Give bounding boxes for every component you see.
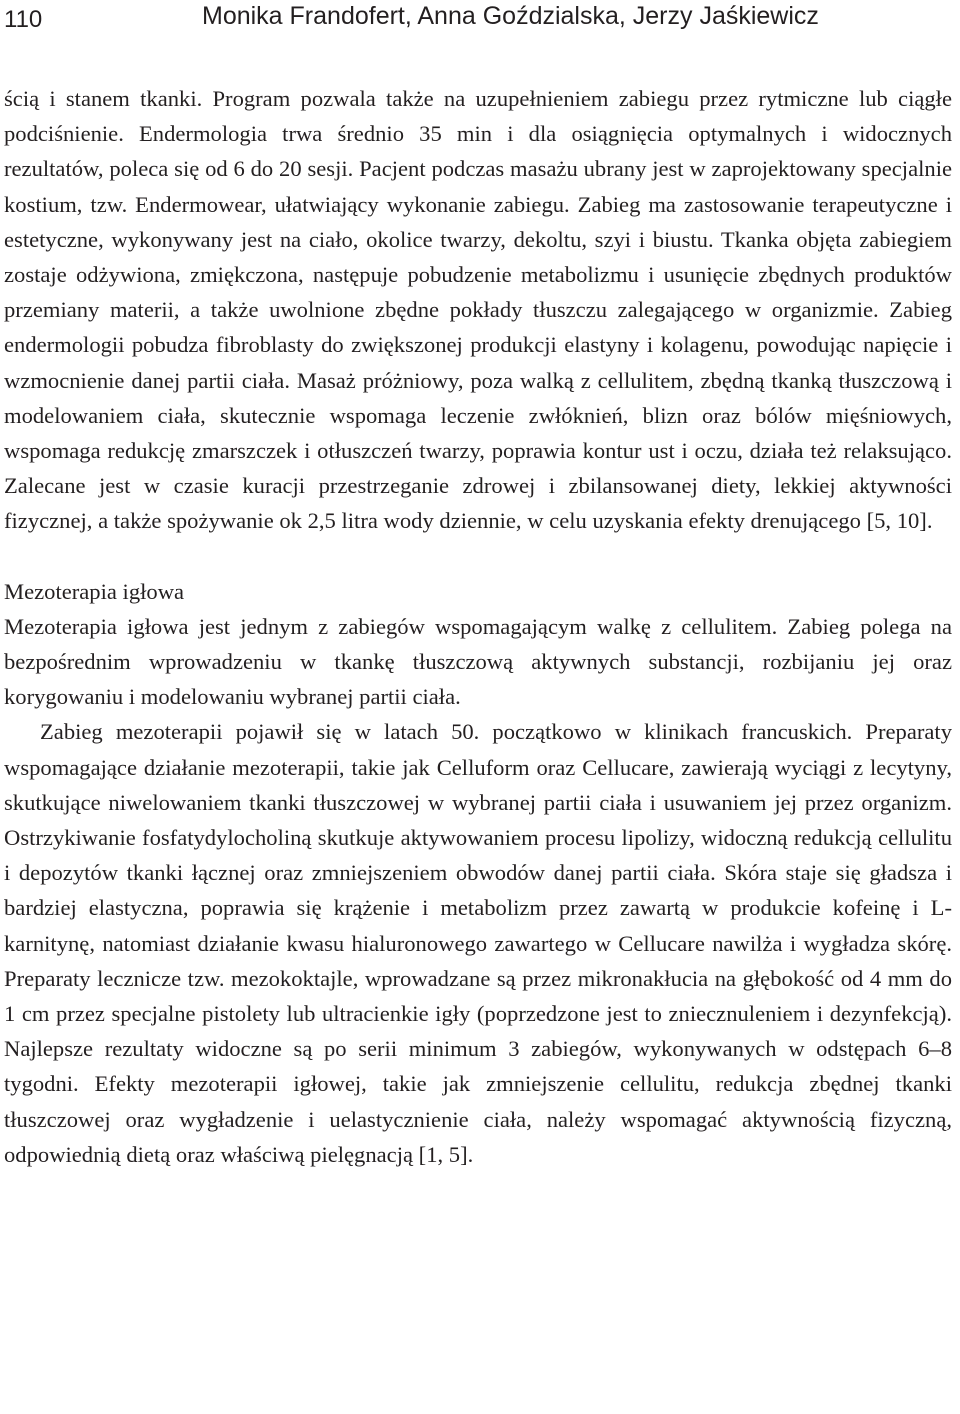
page-number: 110 (4, 6, 43, 33)
paragraph-mezoterapia-details: Zabieg mezoterapii pojawił się w latach 50. początkowo w klinikach francuskich. Preparaty wspomagające działanie mezoterapii, takie jak Celluform oraz Cellucare, zawierają wyciągi z lecytyny, skutkujące niwelowaniem tkanki tłuszczowej w wybranej partii ciała i usuwaniem jej przez organizm. Ostrzykiwanie fosfatydylocholiną skutkuje aktywowaniem procesu lipolizy, widoczną redukcją cellulitu i depozytów tkanki łącznej oraz zmniejszeniem obwodów danej partii ciała. Skóra staje się gładsza i bardziej elastyczna, poprawia się krążenie i metabolizm przez zawartą w produkcie kofeinę i L-karnitynę, natomiast działanie kwasu hialuronowego zawartego w Cellucare nawilża i wygładza skórę. Preparaty lecznicze tzw. mezokoktajle, wprowadzane są przez mikronakłucia na głębokość od 4 mm do 1 cm przez specjalne pistolety lub ultracienkie igły (poprzedzone jest to zniecznuleniem i dezynfekcją). Najlepsze rezultaty widoczne są po serii minimum 3 zabiegów, wykonywanych w odstępach 6–8 tygodni. Efekty mezoterapii igłowej, takie jak zmniejszenie cellulitu, redukcja zbędnej tkanki tłuszczowej oraz wygładzenie i uelastycznienie ciała, należy wspomagać aktywnością fizyczną, odpowiednią dietą oraz właściwą pielęgnacją [1, 5]. (4, 719, 952, 1167)
paragraph-mezoterapia-intro: Mezoterapia igłowa jest jednym z zabiegów wspomagającym walkę z cellulitem. Zabieg polega na bezpośrednim wprowadzeniu w tkankę tłuszczową aktywnych substancji, rozbijaniu jej oraz korygowaniu i modelowaniu wybranej partii ciała. (4, 613, 952, 710)
page-header (4, 0, 956, 40)
running-head-authors: Monika Frandofert, Anna Goździalska, Jerzy Jaśkiewicz (202, 2, 819, 30)
body-text (4, 81, 952, 1172)
section-heading: Mezoterapia igłowa (4, 578, 185, 604)
paragraph-endermologia: ścią i stanem tkanki. Program pozwala także na uzupełnieniem zabiegu przez rytmiczne lub ciągłe podciśnienie. Endermologia trwa średnio 35 min i dla osiągnięcia optymalnych i widocznych rezultatów, poleca się od 6 do 20 sesji. Pacjent podczas masażu ubrany jest w zaprojektowany specjalnie kostium, tzw. Endermowear, ułatwiający wykonanie zabiegu. Zabieg ma zastosowanie terapeutyczne i estetyczne, wykonywany jest na ciało, okolice twarzy, dekoltu, szyi i biustu. Tkanka objęta zabiegiem zostaje odżywiona, zmiękczona, następuje pobudzenie metabolizmu i usunięcie zbędnych produktów przemiany materii, a także uwolnione zbędne pokłady tłuszczu zalegającego w organizmie. Zabieg endermologii pobudza fibroblasty do zwiększonej produkcji elastyny i kolagenu, powodując napięcie i wzmocnienie danej partii ciała. Masaż próżniowy, poza walką z cellulitem, zbędną tkanką tłuszczową i modelowaniem ciała, skutecznie wspomaga leczenie zwłóknień, blizn oraz bólów mięśniowych, wspomaga redukcję zmarszczek i otłuszczeń twarzy, poprawia kontur ust i oczu, działa też relaksująco. Zalecane jest w czasie kuracji przestrzeganie zdrowej i zbilansowanej diety, lekkiej aktywności fizycznej, a także spożywanie ok 2,5 litra wody dziennie, w celu uzyskania efekty drenującego [5, 10]. (4, 86, 952, 534)
